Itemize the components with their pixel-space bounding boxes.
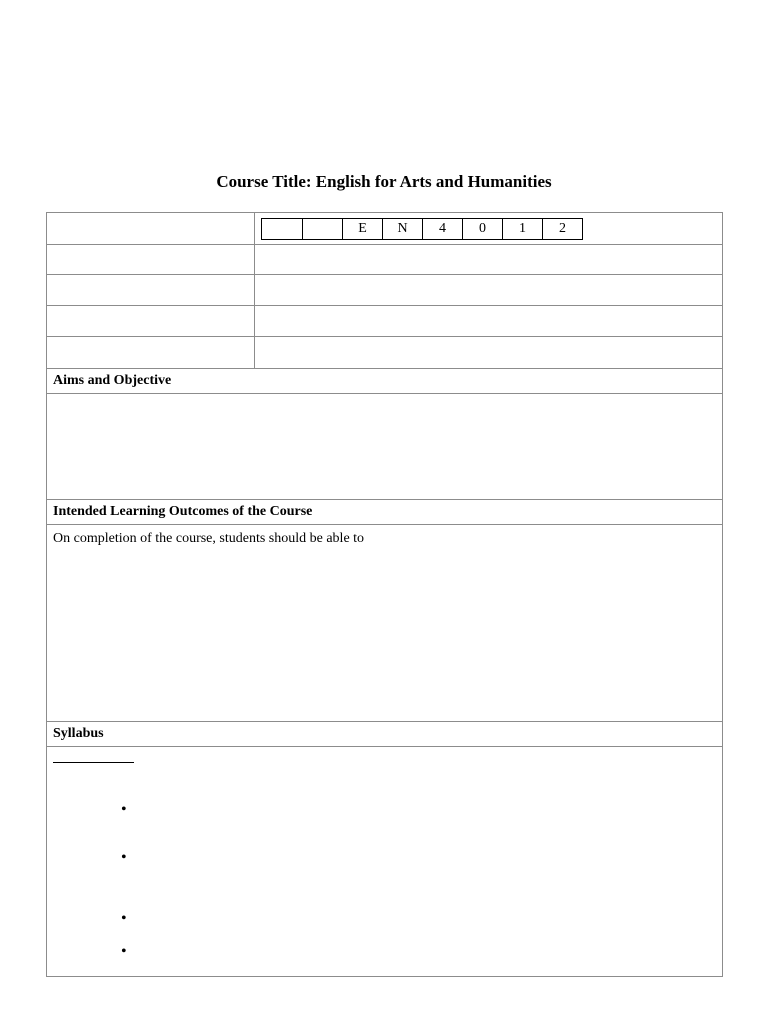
syllabus-section — [46, 721, 723, 977]
course-code-cell: 1 — [502, 219, 542, 239]
info-table-row-divider — [46, 274, 723, 275]
course-code-cell — [262, 219, 302, 239]
info-table-row-divider — [46, 305, 723, 306]
course-code-cell: 4 — [422, 219, 462, 239]
outcomes-heading-divider — [46, 524, 723, 525]
outcomes-intro-text: On completion of the course, students should be able to — [53, 531, 365, 546]
course-code-cell: N — [382, 219, 422, 239]
info-table-row-divider — [46, 336, 723, 337]
syllabus-bullet: • — [121, 910, 127, 927]
aims-heading-divider — [46, 393, 723, 394]
syllabus-underline-blank — [53, 762, 134, 763]
syllabus-heading: Syllabus — [53, 726, 104, 741]
outcomes-heading: Intended Learning Outcomes of the Course — [53, 504, 313, 519]
syllabus-heading-divider — [46, 746, 723, 747]
course-code-cell: 0 — [462, 219, 502, 239]
info-table-column-divider — [254, 212, 255, 369]
course-code-cell: E — [342, 219, 382, 239]
document-title: Course Title: English for Arts and Humanities — [216, 172, 552, 191]
aims-heading: Aims and Objective — [53, 373, 172, 388]
syllabus-bullet: • — [121, 801, 127, 818]
course-code-boxes — [261, 218, 583, 240]
course-code-cell: 2 — [542, 219, 582, 239]
info-table-row-divider — [46, 244, 723, 245]
syllabus-bullet: • — [121, 849, 127, 866]
course-code-cell — [302, 219, 342, 239]
syllabus-bullet: • — [121, 943, 127, 960]
